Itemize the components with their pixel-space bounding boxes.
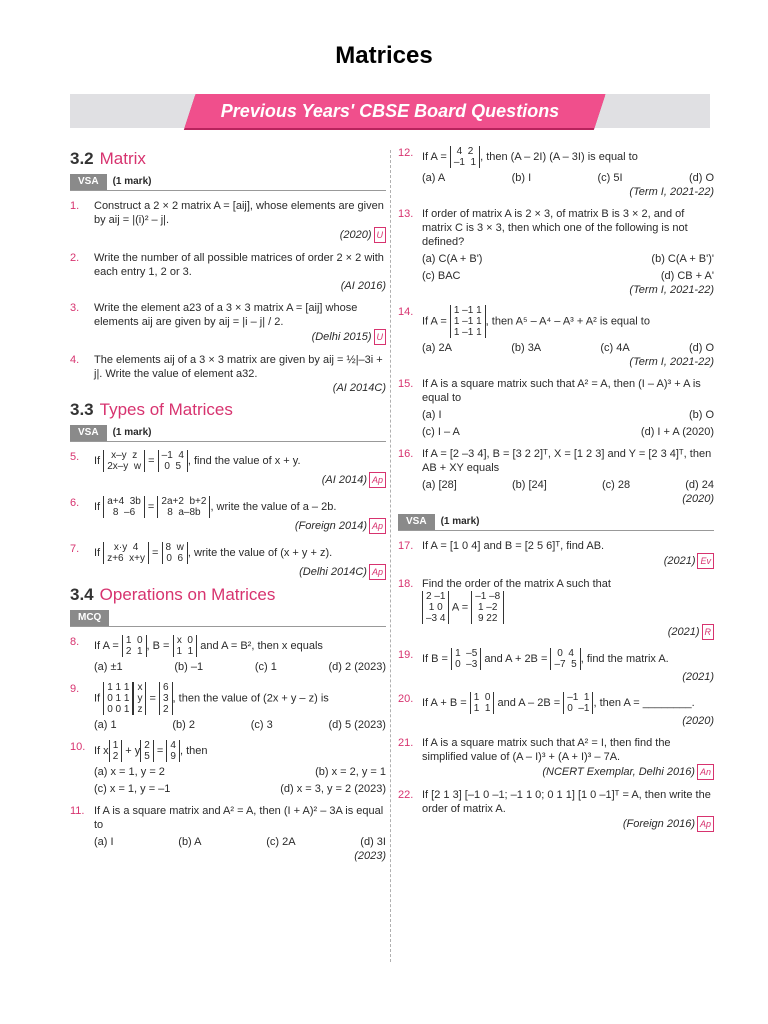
- question: 10. If x 1 2 + y 2 5 = 4 9 , then (a) x = 1, y = 2 (b) x = 2, y = 1 (c) x = 1, y = –1 (d) x = 3, y = 2 (2023): [70, 740, 386, 795]
- question: 13. If order of matrix A is 2 × 3, of matrix B is 3 × 2, and of matrix C is 3 × 3, then which one of the following is not defined? (a) C(A + B') (b) C(A + B')' (c) BAC (d) CB + A' (Term I, 2021-22): [398, 208, 714, 296]
- question: 9. If 1 1 1 0 1 1 0 0 1x y z = 6 3 2, then the value of (2x + y – z) is (a) 1 (b) 2 (c) 3 (d) 5 (2023): [70, 682, 386, 731]
- matrix: 6 3 2: [159, 682, 173, 715]
- question: 1. Construct a 2 × 2 matrix A = [aij], whose elements are given by aij = |(i)² – j|. (2020) U: [70, 199, 386, 243]
- section-heading: 3.2 Matrix: [70, 149, 146, 168]
- question: 17. If A = [1 0 4] and B = [2 5 6]ᵀ, find AB. (2021) Ev: [398, 539, 714, 569]
- matrix: 1 1 1 0 1 1 0 0 1: [103, 682, 133, 715]
- matrix: 1 0 1 1: [470, 692, 495, 714]
- column-divider: [390, 150, 391, 962]
- matrix: –1 –8 1 –2 9 22: [471, 591, 504, 624]
- question: 8. If A = 1 0 2 1 , B = x 0 1 1 and A = B², then x equals (a) ±1 (b) –1 (c) 1 (d) 2 (2023): [70, 635, 386, 673]
- question: 21. If A is a square matrix such that A² = I, then find the simplified value of (A – I)³ + (A + I)³ – 7A. (NCERT Exemplar, Delhi 2016) An: [398, 736, 714, 780]
- question: 11. If A is a square matrix and A² = A, then (I + A)² – 3A is equal to (a) I (b) A (c) 2A (d) 3I (2023): [70, 805, 386, 862]
- matrix: 2 5: [140, 740, 154, 762]
- question: 5. If x–y z 2x–y w = –1 4 0 5 , find the value of x + y. (AI 2014) Ap: [70, 450, 386, 488]
- question: 14. If A = 1 –1 1 1 –1 1 1 –1 1, then A⁵ – A⁴ – A³ + A² is equal to (a) 2A (b) 3A (c) 4A (d) O (Term I, 2021-22): [398, 305, 714, 368]
- banner-title: Previous Years' CBSE Board Questions: [220, 101, 560, 121]
- question: 2. Write the number of all possible matrices of order 2 × 2 with each entry 1, 2 or 3. (AI 2016): [70, 252, 386, 292]
- page-title: Matrices: [335, 42, 433, 69]
- matrix: 4 9: [166, 740, 180, 762]
- matrix: x–y z 2x–y w: [103, 450, 145, 472]
- question: 19. If B = 1 –5 0 –3 and A + 2B = 0 4 –7 5 , find the matrix A. (2021): [398, 648, 714, 683]
- question: 4. The elements aij of a 3 × 3 matrix are given by aij = ½|–3i + j|. Write the value of element a32. (AI 2014C): [70, 354, 386, 394]
- question: 22. If [2 1 3] [–1 0 –1; –1 1 0; 0 1 1] [1 0 –1]ᵀ = A, then write the order of matrix A. (Foreign 2016) Ap: [398, 788, 714, 832]
- matrix: a+4 3b 8 –6: [103, 496, 145, 518]
- question: 3. Write the element a23 of a 3 × 3 matrix A = [aij] whose elements aij are given by aij = |i – j| / 2. (Delhi 2015) U: [70, 301, 386, 345]
- question: 16. If A = [2 –3 4], B = [3 2 2]ᵀ, X = [1 2 3] and Y = [2 3 4]ᵀ, then AB + XY equals (a) [28] (b) [24] (c) 28 (d) 24 (2020): [398, 448, 714, 505]
- left-column: [70, 146, 386, 871]
- matrix: 2a+2 b+2 8 a–8b: [157, 496, 210, 518]
- matrix: –1 4 0 5: [158, 450, 188, 472]
- question-type-row: VSA (1 mark): [70, 174, 386, 191]
- question-type-row: VSA (1 mark): [70, 425, 386, 442]
- matrix: 8 w 0 6: [162, 542, 188, 564]
- matrix: 1 0 2 1: [122, 635, 147, 657]
- matrix: –1 1 0 –1: [563, 692, 593, 714]
- matrix: 1 –5 0 –3: [451, 648, 481, 670]
- right-column: [398, 146, 714, 840]
- matrix: x·y 4 z+6 x+y: [103, 542, 149, 564]
- matrix: x y z: [133, 682, 146, 715]
- question-type-row: MCQ: [70, 610, 386, 627]
- matrix: 1 –1 1 1 –1 1 1 –1 1: [450, 305, 486, 338]
- matrix: 0 4 –7 5: [550, 648, 580, 670]
- question: 12. If A = 4 2 –1 1 , then (A – 2I) (A – 3I) is equal to (a) A (b) I (c) 5I (d) O (Term I, 2021-22): [398, 146, 714, 198]
- section-heading: 3.3 Types of Matrices: [70, 400, 233, 419]
- section-heading: 3.4 Operations on Matrices: [70, 585, 276, 604]
- question: 7. If x·y 4 z+6 x+y = 8 w 0 6 , write the value of (x + y + z). (Delhi 2014C) Ap: [70, 542, 386, 580]
- section-banner: [70, 94, 710, 128]
- matrix: 2 –1 1 0 –3 4: [422, 591, 449, 624]
- matrix: x 0 1 1: [173, 635, 198, 657]
- question: 15. If A is a square matrix such that A² = A, then (I – A)³ + A is equal to (a) I (b) O (c) I – A (d) I + A (2020): [398, 378, 714, 438]
- question: 20. If A + B = 1 0 1 1 and A – 2B = –1 1 0 –1 , then A = ________. (2020): [398, 692, 714, 727]
- question: 18. Find the order of the matrix A such that 2 –1 1 0 –3 4 A = –1 –8 1 –2 9 22 (2021) R: [398, 577, 714, 640]
- matrix: 1 2: [109, 740, 123, 762]
- question-type-row: VSA (1 mark): [398, 514, 714, 531]
- question: 6. If a+4 3b 8 –6 = 2a+2 b+2 8 a–8b , write the value of a – 2b. (Foreign 2014) Ap: [70, 496, 386, 534]
- matrix: 4 2 –1 1: [450, 146, 480, 168]
